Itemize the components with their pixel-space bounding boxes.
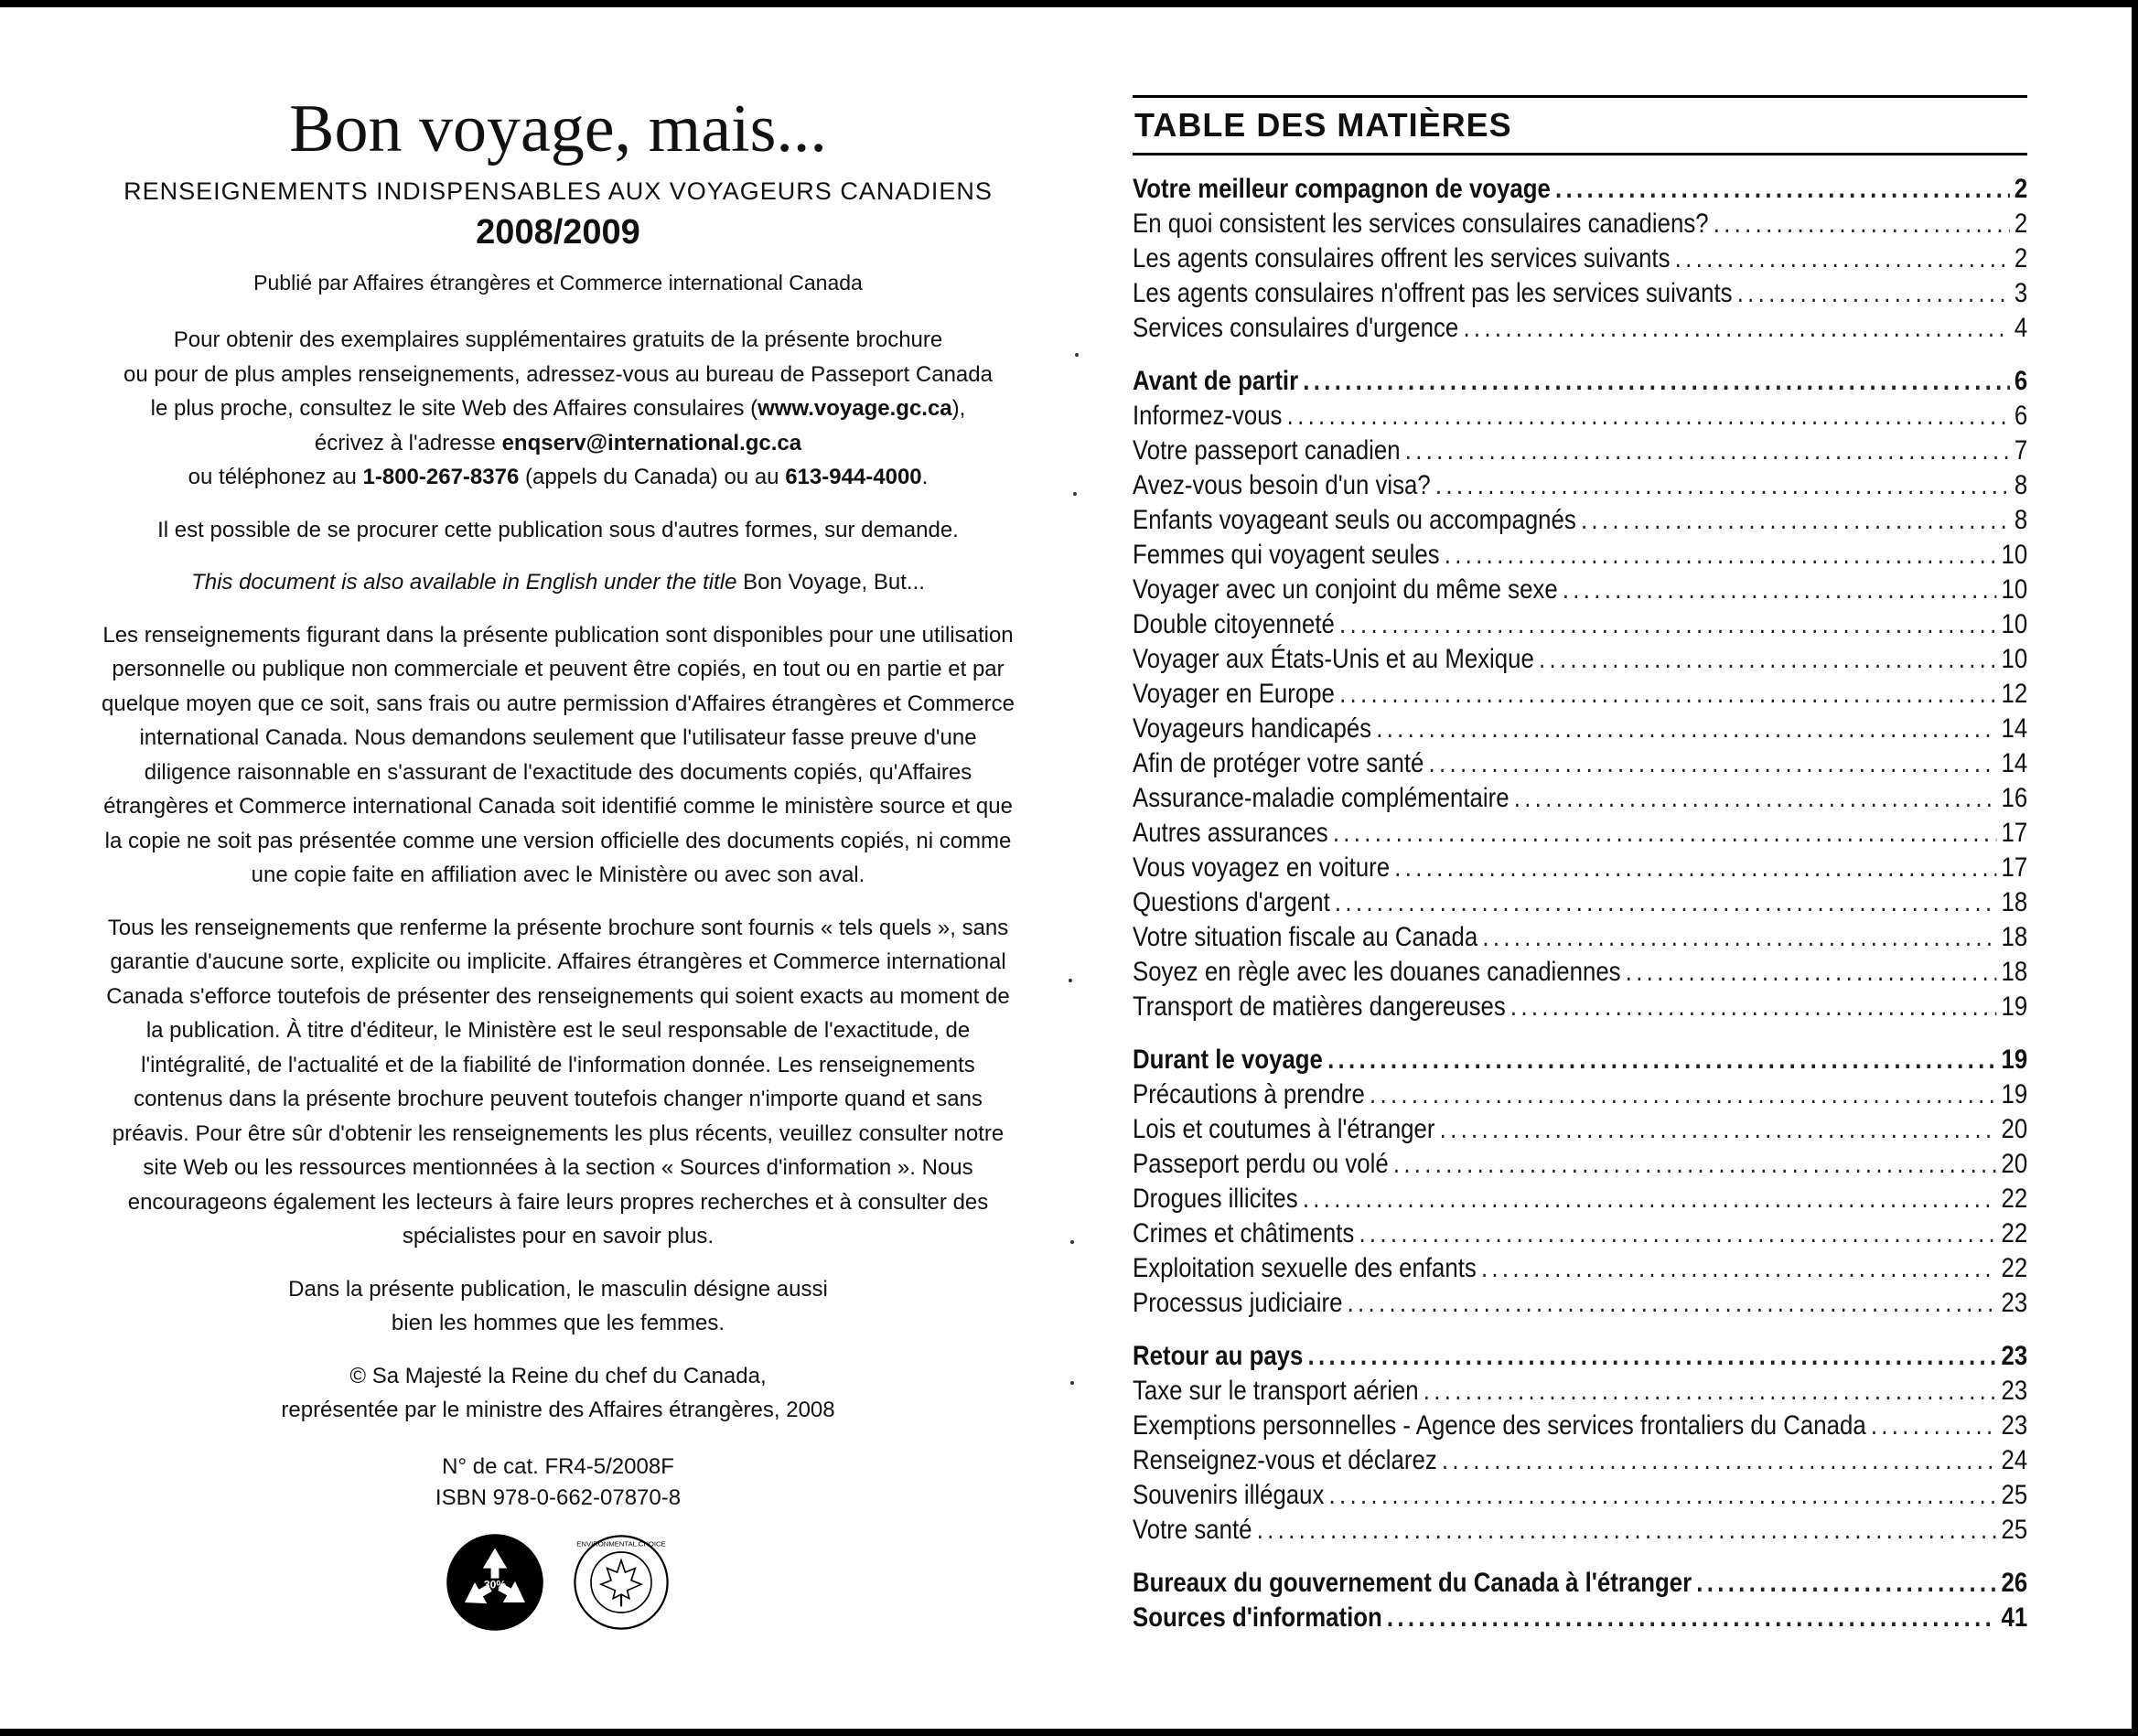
toc-entry-label: Durant le voyage [1133, 1045, 1323, 1075]
toc-entry-label: Lois et coutumes à l'étranger [1133, 1114, 1435, 1144]
toc-page-number: 4 [2014, 313, 2028, 343]
scan-edge-bottom [0, 1729, 2138, 1736]
toc-dot-leader [1440, 1112, 1997, 1147]
toc-section [1133, 172, 2027, 346]
toc-page-number: 18 [2001, 922, 2028, 952]
toc-dot-leader [1308, 1339, 1997, 1374]
scan-speck [1070, 1381, 1074, 1385]
toc-dot-leader [1714, 207, 2010, 241]
toc-page-number: 18 [2001, 957, 2028, 987]
toc-entry[interactable] [1133, 1443, 2027, 1478]
contact-line-2: ou pour de plus amples renseignements, adressez-vous au bureau de Passeport Canada [124, 361, 993, 387]
toc-page-number: 19 [2001, 991, 2028, 1022]
isbn-number: ISBN 978-0-662-07870-8 [435, 1484, 682, 1510]
toc-page-number: 22 [2001, 1253, 2028, 1283]
toc-dot-leader [1675, 241, 2010, 276]
toc-section-heading[interactable] [1133, 172, 2027, 207]
toc-entry-label: Assurance-maladie complémentaire [1133, 783, 1509, 813]
toc-page-number: 12 [2001, 679, 2028, 709]
toc-dot-leader [1303, 364, 2009, 399]
toc-page-number: 10 [2001, 609, 2028, 639]
toc-entry-label: Sources d'information [1133, 1602, 1382, 1633]
toc-page-number: 6 [2014, 366, 2028, 396]
toc-entry[interactable] [1133, 955, 2027, 990]
alt-formats-note: Il est possible de se procurer cette publication sous d'autres formes, sur demande. [157, 517, 959, 542]
toc-page-number: 22 [2001, 1184, 2028, 1214]
toc-page-number: 25 [2001, 1515, 2028, 1545]
toc-dot-leader [1257, 1513, 1997, 1548]
contact-line-1: Pour obtenir des exemplaires supplémentaires gratuits de la présente brochure [173, 327, 943, 352]
toc-dot-leader [1481, 1251, 1996, 1286]
toc-entry[interactable] [1133, 1077, 2027, 1112]
toc-entry[interactable] [1133, 851, 2027, 885]
toc-dot-leader [1445, 538, 1997, 573]
toc-dot-leader [1370, 1077, 1996, 1112]
toc-page-number: 20 [2001, 1114, 2028, 1144]
scan-edge-top [0, 0, 2138, 7]
catalog-info [101, 1452, 1015, 1514]
toc-page-number: 41 [2001, 1602, 2028, 1633]
toc-entry[interactable] [1133, 241, 2027, 276]
toc-dot-leader [1376, 712, 1996, 746]
contact-text: . [921, 465, 929, 489]
toc-entry-label: Renseignez-vous et déclarez [1133, 1445, 1437, 1475]
toc-entry-label: Bureaux du gouvernement du Canada à l'étranger [1133, 1568, 1692, 1598]
toc-page-number: 19 [2001, 1045, 2028, 1075]
toc-entry-label: Vous voyagez en voiture [1133, 852, 1391, 883]
toc-dot-leader [1339, 677, 1996, 712]
toc-page-number: 23 [2001, 1410, 2028, 1441]
toc-section [1133, 364, 2027, 1024]
scan-speck [1069, 979, 1072, 982]
toc-entry-label: Votre santé [1133, 1515, 1252, 1545]
toc-entry[interactable] [1133, 399, 2027, 434]
toc-dot-leader [1303, 1182, 1996, 1216]
document-title: Bon voyage, mais... [289, 91, 827, 166]
phone-number-toll-free: 1-800-267-8376 [362, 465, 520, 489]
english-note-text: This document is also available in English under the title [191, 570, 737, 595]
copyright-line-1: © Sa Majesté la Reine du chef du Canada, [349, 1363, 767, 1388]
gender-note-line-2: bien les hommes que les femmes. [391, 1311, 725, 1335]
toc-entry[interactable] [1133, 311, 2027, 346]
toc-page-number: 22 [2001, 1218, 2028, 1248]
toc-entry-label: Voyager aux États-Unis et au Mexique [1133, 644, 1534, 674]
toc-dot-leader [1555, 172, 2010, 207]
contact-line-3 [101, 391, 1015, 426]
contact-text: ou téléphonez au [188, 465, 363, 489]
toc-title-rule [1133, 153, 2027, 155]
toc-dot-leader [1581, 503, 2010, 538]
publisher-line: Publié par Affaires étrangères et Commerce international Canada [253, 271, 863, 295]
toc-entry-label: Avez-vous besoin d'un visa? [1133, 470, 1431, 500]
toc-page-number: 17 [2001, 852, 2028, 883]
toc-dot-leader [1348, 1286, 1997, 1321]
scan-edge-right [2132, 0, 2138, 1736]
toc-entry-label: Les agents consulaires offrent les services suivants [1133, 243, 1671, 273]
toc-page-number: 18 [2001, 887, 2028, 917]
toc-entry[interactable] [1133, 1513, 2027, 1548]
contact-paragraph [101, 323, 1015, 495]
toc-entry-label: Souvenirs illégaux [1133, 1480, 1325, 1510]
toc-dot-leader [1510, 990, 1996, 1024]
toc-dot-leader [1387, 1601, 1996, 1635]
contact-line-4 [101, 426, 1015, 461]
environmental-choice-logo-icon [571, 1532, 671, 1633]
toc-entry[interactable] [1133, 1409, 2027, 1443]
toc-page-number: 7 [2014, 435, 2028, 466]
reproduction-paragraph: Les renseignements figurant dans la présente publication sont disponibles pour une utilisation personnelle ou publique non commerciale et peuvent être copiés, en tout ou en partie et par quelque moyen que ce soit, sans frais ou autre permission d'Affaires étrangères et Commerce international Canada. Nous demandons seulement que l'utilisateur fasse preuve d'une diligence raisonnable en s'assurant de l'exactitude des documents copiés, qu'Affaires étrangères et Commerce international Canada soit identifié comme le ministère source et que la copie ne soit pas présentée comme une version officielle des documents copiés, ni comme une copie faite en affiliation avec le Ministère ou avec son aval. [102, 622, 1015, 887]
toc-entry[interactable] [1133, 677, 2027, 712]
toc-entry-label: En quoi consistent les services consulaires canadiens? [1133, 209, 1709, 239]
recycle-logo-text: 30% [483, 1578, 507, 1591]
toc-entry-label: Voyager avec un conjoint du même sexe [1133, 574, 1558, 605]
contact-text: (appels du Canada) ou au [519, 465, 786, 489]
toc-page-number: 14 [2001, 713, 2028, 744]
toc-page-number: 8 [2014, 470, 2028, 500]
toc-dot-leader [1871, 1409, 1996, 1443]
toc-entry[interactable] [1133, 642, 2027, 677]
toc-dot-leader [1329, 1478, 1997, 1513]
toc-entry-label: Femmes qui voyagent seules [1133, 540, 1440, 570]
toc-entry[interactable] [1133, 1216, 2027, 1251]
toc-entry[interactable] [1133, 746, 2027, 781]
scan-speck [1073, 492, 1077, 496]
toc-page-number: 24 [2001, 1445, 2028, 1475]
document-subtitle: RENSEIGNEMENTS INDISPENSABLES AUX VOYAGEURS CANADIENS [124, 177, 993, 205]
toc-section [1133, 1566, 2027, 1635]
toc-entry-label: Avant de partir [1133, 366, 1299, 396]
toc-entry[interactable] [1133, 434, 2027, 468]
toc-entry-label: Transport de matières dangereuses [1133, 991, 1506, 1022]
toc-entry[interactable] [1133, 781, 2027, 816]
toc-page-number: 23 [2001, 1341, 2028, 1371]
toc-dot-leader [1335, 885, 1996, 920]
toc-dot-leader [1405, 434, 2010, 468]
toc-page-number: 19 [2001, 1079, 2028, 1109]
toc-entry-label: Voyager en Europe [1133, 679, 1335, 709]
toc-list [1133, 172, 2027, 1635]
toc-entry[interactable] [1133, 1182, 2027, 1216]
left-page [101, 87, 1015, 1633]
toc-page-number: 23 [2001, 1376, 2028, 1406]
logos [101, 1532, 1015, 1633]
toc-entry[interactable] [1133, 573, 2027, 607]
toc-dot-leader [1339, 607, 1996, 642]
catalog-number: N° de cat. FR4-5/2008F [442, 1453, 674, 1479]
website-link[interactable]: www.voyage.gc.ca [757, 396, 952, 421]
toc-section-heading[interactable] [1133, 1339, 2027, 1374]
toc-page-number: 10 [2001, 574, 2028, 605]
toc-entry-label: Informez-vous [1133, 401, 1283, 431]
toc-page-number: 20 [2001, 1149, 2028, 1179]
edition-year: 2008/2009 [476, 213, 640, 252]
toc-dot-leader [1482, 920, 1996, 955]
toc-entry[interactable] [1133, 1112, 2027, 1147]
table-of-contents-page [1133, 95, 2027, 1654]
contact-text: ), [951, 396, 966, 421]
contact-text: le plus proche, consultez le site Web des Affaires consulaires ( [150, 396, 758, 421]
toc-section [1133, 1043, 2027, 1321]
toc-entry[interactable] [1133, 990, 2027, 1024]
toc-page-number: 25 [2001, 1480, 2028, 1510]
toc-entry-label: Afin de protéger votre santé [1133, 748, 1424, 778]
toc-page-number: 10 [2001, 540, 2028, 570]
toc-page-number: 26 [2001, 1568, 2028, 1598]
gender-note [101, 1272, 1015, 1341]
toc-section-heading[interactable] [1133, 1566, 2027, 1601]
toc-entry-label: Services consulaires d'urgence [1133, 313, 1459, 343]
toc-entry[interactable] [1133, 1478, 2027, 1513]
toc-entry[interactable] [1133, 1147, 2027, 1182]
toc-entry-label: Taxe sur le transport aérien [1133, 1376, 1419, 1406]
toc-page-number: 23 [2001, 1288, 2028, 1318]
english-version-note [101, 565, 1015, 600]
toc-entry[interactable] [1133, 1374, 2027, 1409]
toc-entry[interactable] [1133, 503, 2027, 538]
toc-entry-label: Questions d'argent [1133, 887, 1330, 917]
toc-entry-label: Votre passeport canadien [1133, 435, 1401, 466]
toc-entry-label: Les agents consulaires n'offrent pas les services suivants [1133, 278, 1733, 308]
toc-entry[interactable] [1133, 1286, 2027, 1321]
toc-section-heading[interactable] [1133, 364, 2027, 399]
eco-logo-text: ENVIRONMENTAL CHOICE [576, 1538, 666, 1548]
toc-dot-leader [1539, 642, 1996, 677]
toc-page-number: 16 [2001, 783, 2028, 813]
toc-dot-leader [1737, 276, 2010, 311]
toc-entry[interactable] [1133, 207, 2027, 241]
toc-entry-label: Processus judiciaire [1133, 1288, 1343, 1318]
toc-dot-leader [1287, 399, 2010, 434]
toc-page-number: 17 [2001, 818, 2028, 848]
toc-dot-leader [1696, 1566, 1996, 1601]
toc-entry[interactable] [1133, 607, 2027, 642]
toc-page-number: 2 [2014, 209, 2028, 239]
toc-entry[interactable] [1133, 538, 2027, 573]
toc-dot-leader [1563, 573, 1996, 607]
toc-dot-leader [1463, 311, 2009, 346]
toc-page-number: 6 [2014, 401, 2028, 431]
english-title: Bon Voyage, But... [736, 570, 925, 595]
toc-page-number: 2 [2014, 243, 2028, 273]
gender-note-line-1: Dans la présente publication, le masculin désigne aussi [288, 1276, 828, 1302]
toc-entry-label: Enfants voyageant seuls ou accompagnés [1133, 505, 1576, 535]
toc-entry-label: Autres assurances [1133, 818, 1328, 848]
toc-entry-label: Drogues illicites [1133, 1184, 1298, 1214]
toc-section [1133, 1339, 2027, 1548]
disclaimer-paragraph: Tous les renseignements que renferme la présente brochure sont fournis « tels quels », sans garantie d'aucune sorte, explicite ou implicite. Affaires étrangères et Commerce international Canada s'efforce toutefois de présenter des renseignements qui soient exacts au moment de la publication. À titre d'éditeur, le Ministère est le seul responsable de l'exactitude, de l'intégralité, de l'actualité et de la fiabilité de l'information donnée. Les renseignements contenus dans la présente brochure peuvent toutefois changer n'importe quand et sans préavis. Pour être sûr d'obtenir les renseignements les plus récents, veuillez consulter notre site Web ou les ressources mentionnées à la section « Sources d'information ». Nous encourageons également les lecteurs à faire leurs propres recherches et à consulter des spécialistes pour en savoir plus. [106, 915, 1010, 1248]
toc-entry[interactable] [1133, 276, 2027, 311]
toc-dot-leader [1435, 468, 2010, 503]
toc-dot-leader [1514, 781, 1997, 816]
phone-number-local: 613-944-4000 [785, 465, 922, 489]
toc-page-number: 10 [2001, 644, 2028, 674]
toc-dot-leader [1424, 1374, 1997, 1409]
toc-entry[interactable] [1133, 468, 2027, 503]
toc-entry-label: Crimes et châtiments [1133, 1218, 1355, 1248]
scan-speck [1075, 353, 1079, 357]
toc-entry-label: Votre situation fiscale au Canada [1133, 922, 1478, 952]
toc-entry-label: Exploitation sexuelle des enfants [1133, 1253, 1477, 1283]
toc-entry-label: Exemptions personnelles - Agence des services frontaliers du Canada [1133, 1410, 1866, 1441]
scan-speck [1070, 1240, 1074, 1244]
toc-dot-leader [1393, 1147, 1996, 1182]
toc-title: TABLE DES MATIÈRES [1134, 106, 1512, 144]
toc-entry-label: Précautions à prendre [1133, 1079, 1365, 1109]
toc-dot-leader [1626, 955, 1997, 990]
toc-entry-label: Votre meilleur compagnon de voyage [1133, 174, 1551, 204]
copyright-notice [101, 1359, 1015, 1428]
toc-page-number: 8 [2014, 505, 2028, 535]
toc-entry-label: Passeport perdu ou volé [1133, 1149, 1389, 1179]
toc-page-number: 3 [2014, 278, 2028, 308]
email-link[interactable]: enqserv@international.gc.ca [501, 430, 802, 455]
toc-entry[interactable] [1133, 816, 2027, 851]
toc-entry-label: Retour au pays [1133, 1341, 1304, 1371]
toc-section-heading[interactable] [1133, 1601, 2027, 1635]
toc-dot-leader [1359, 1216, 1996, 1251]
toc-entry[interactable] [1133, 885, 2027, 920]
toc-dot-leader [1327, 1043, 1996, 1077]
toc-dot-leader [1333, 816, 1996, 851]
toc-entry[interactable] [1133, 1251, 2027, 1286]
toc-page-number: 2 [2014, 174, 2028, 204]
toc-entry[interactable] [1133, 920, 2027, 955]
toc-dot-leader [1394, 851, 1996, 885]
toc-entry-label: Voyageurs handicapés [1133, 713, 1372, 744]
toc-section-heading[interactable] [1133, 1043, 2027, 1077]
toc-page-number: 14 [2001, 748, 2028, 778]
toc-entry-label: Soyez en règle avec les douanes canadiennes [1133, 957, 1621, 987]
copyright-line-2: représentée par le ministre des Affaires étrangères, 2008 [281, 1398, 835, 1422]
toc-dot-leader [1442, 1443, 1996, 1478]
toc-entry-label: Double citoyenneté [1133, 609, 1335, 639]
toc-entry[interactable] [1133, 712, 2027, 746]
contact-text: écrivez à l'adresse [314, 430, 502, 455]
recycle-logo-icon [445, 1532, 545, 1633]
toc-dot-leader [1429, 746, 1997, 781]
contact-line-5 [101, 460, 1015, 495]
